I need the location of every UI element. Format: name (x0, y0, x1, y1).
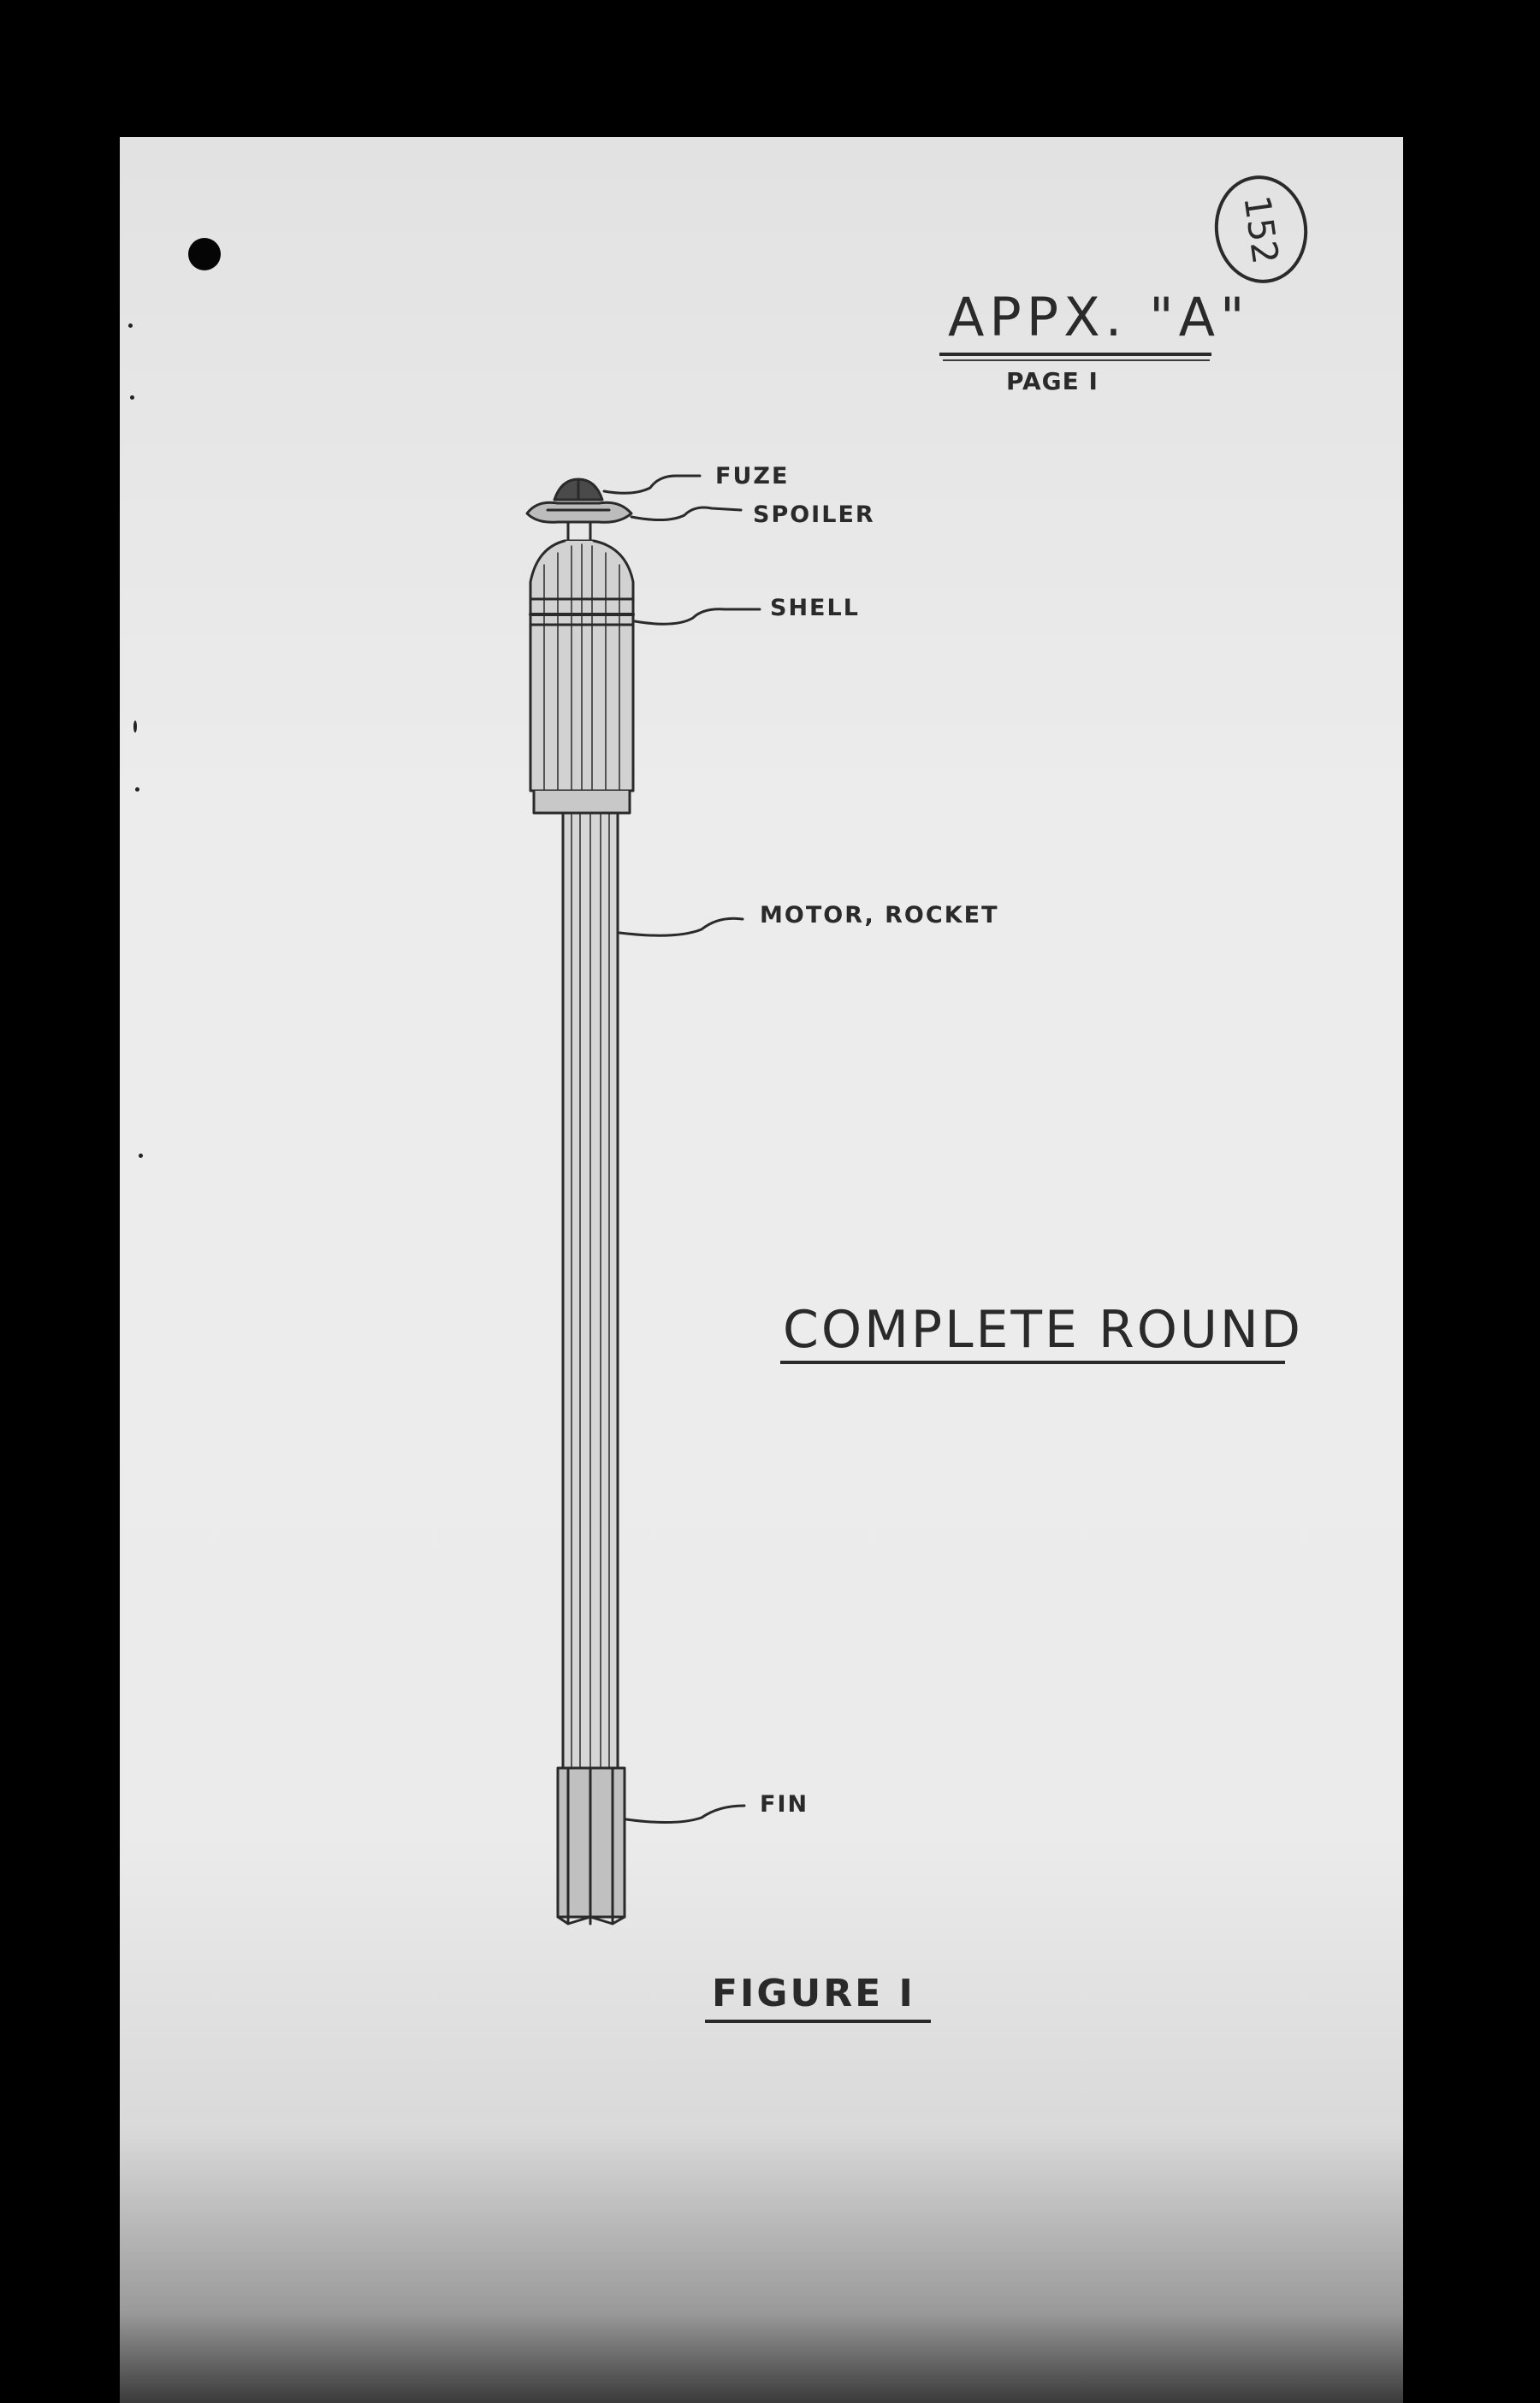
page-label: PAGE I (1006, 367, 1099, 395)
appendix-title: APPX. "A" (948, 286, 1250, 348)
label-shell: SHELL (770, 595, 860, 621)
label-fin: FIN (760, 1791, 809, 1818)
figure-caption: FIGURE I (712, 1972, 915, 2015)
fuze-leader (604, 476, 700, 493)
figure-caption-underline (705, 2020, 931, 2023)
label-fuze: FUZE (715, 463, 790, 490)
fin-leader (626, 1806, 744, 1823)
label-spoiler: SPOILER (753, 501, 875, 528)
main-title: COMPLETE ROUND (783, 1300, 1303, 1360)
label-motor-rocket: MOTOR, ROCKET (760, 902, 999, 929)
motor-leader (619, 918, 743, 935)
spoiler-leader (631, 507, 741, 520)
main-title-underline (780, 1361, 1285, 1364)
spoiler-shape (527, 502, 631, 522)
page-number: 152 (1235, 192, 1287, 267)
shell-leader (635, 609, 760, 624)
